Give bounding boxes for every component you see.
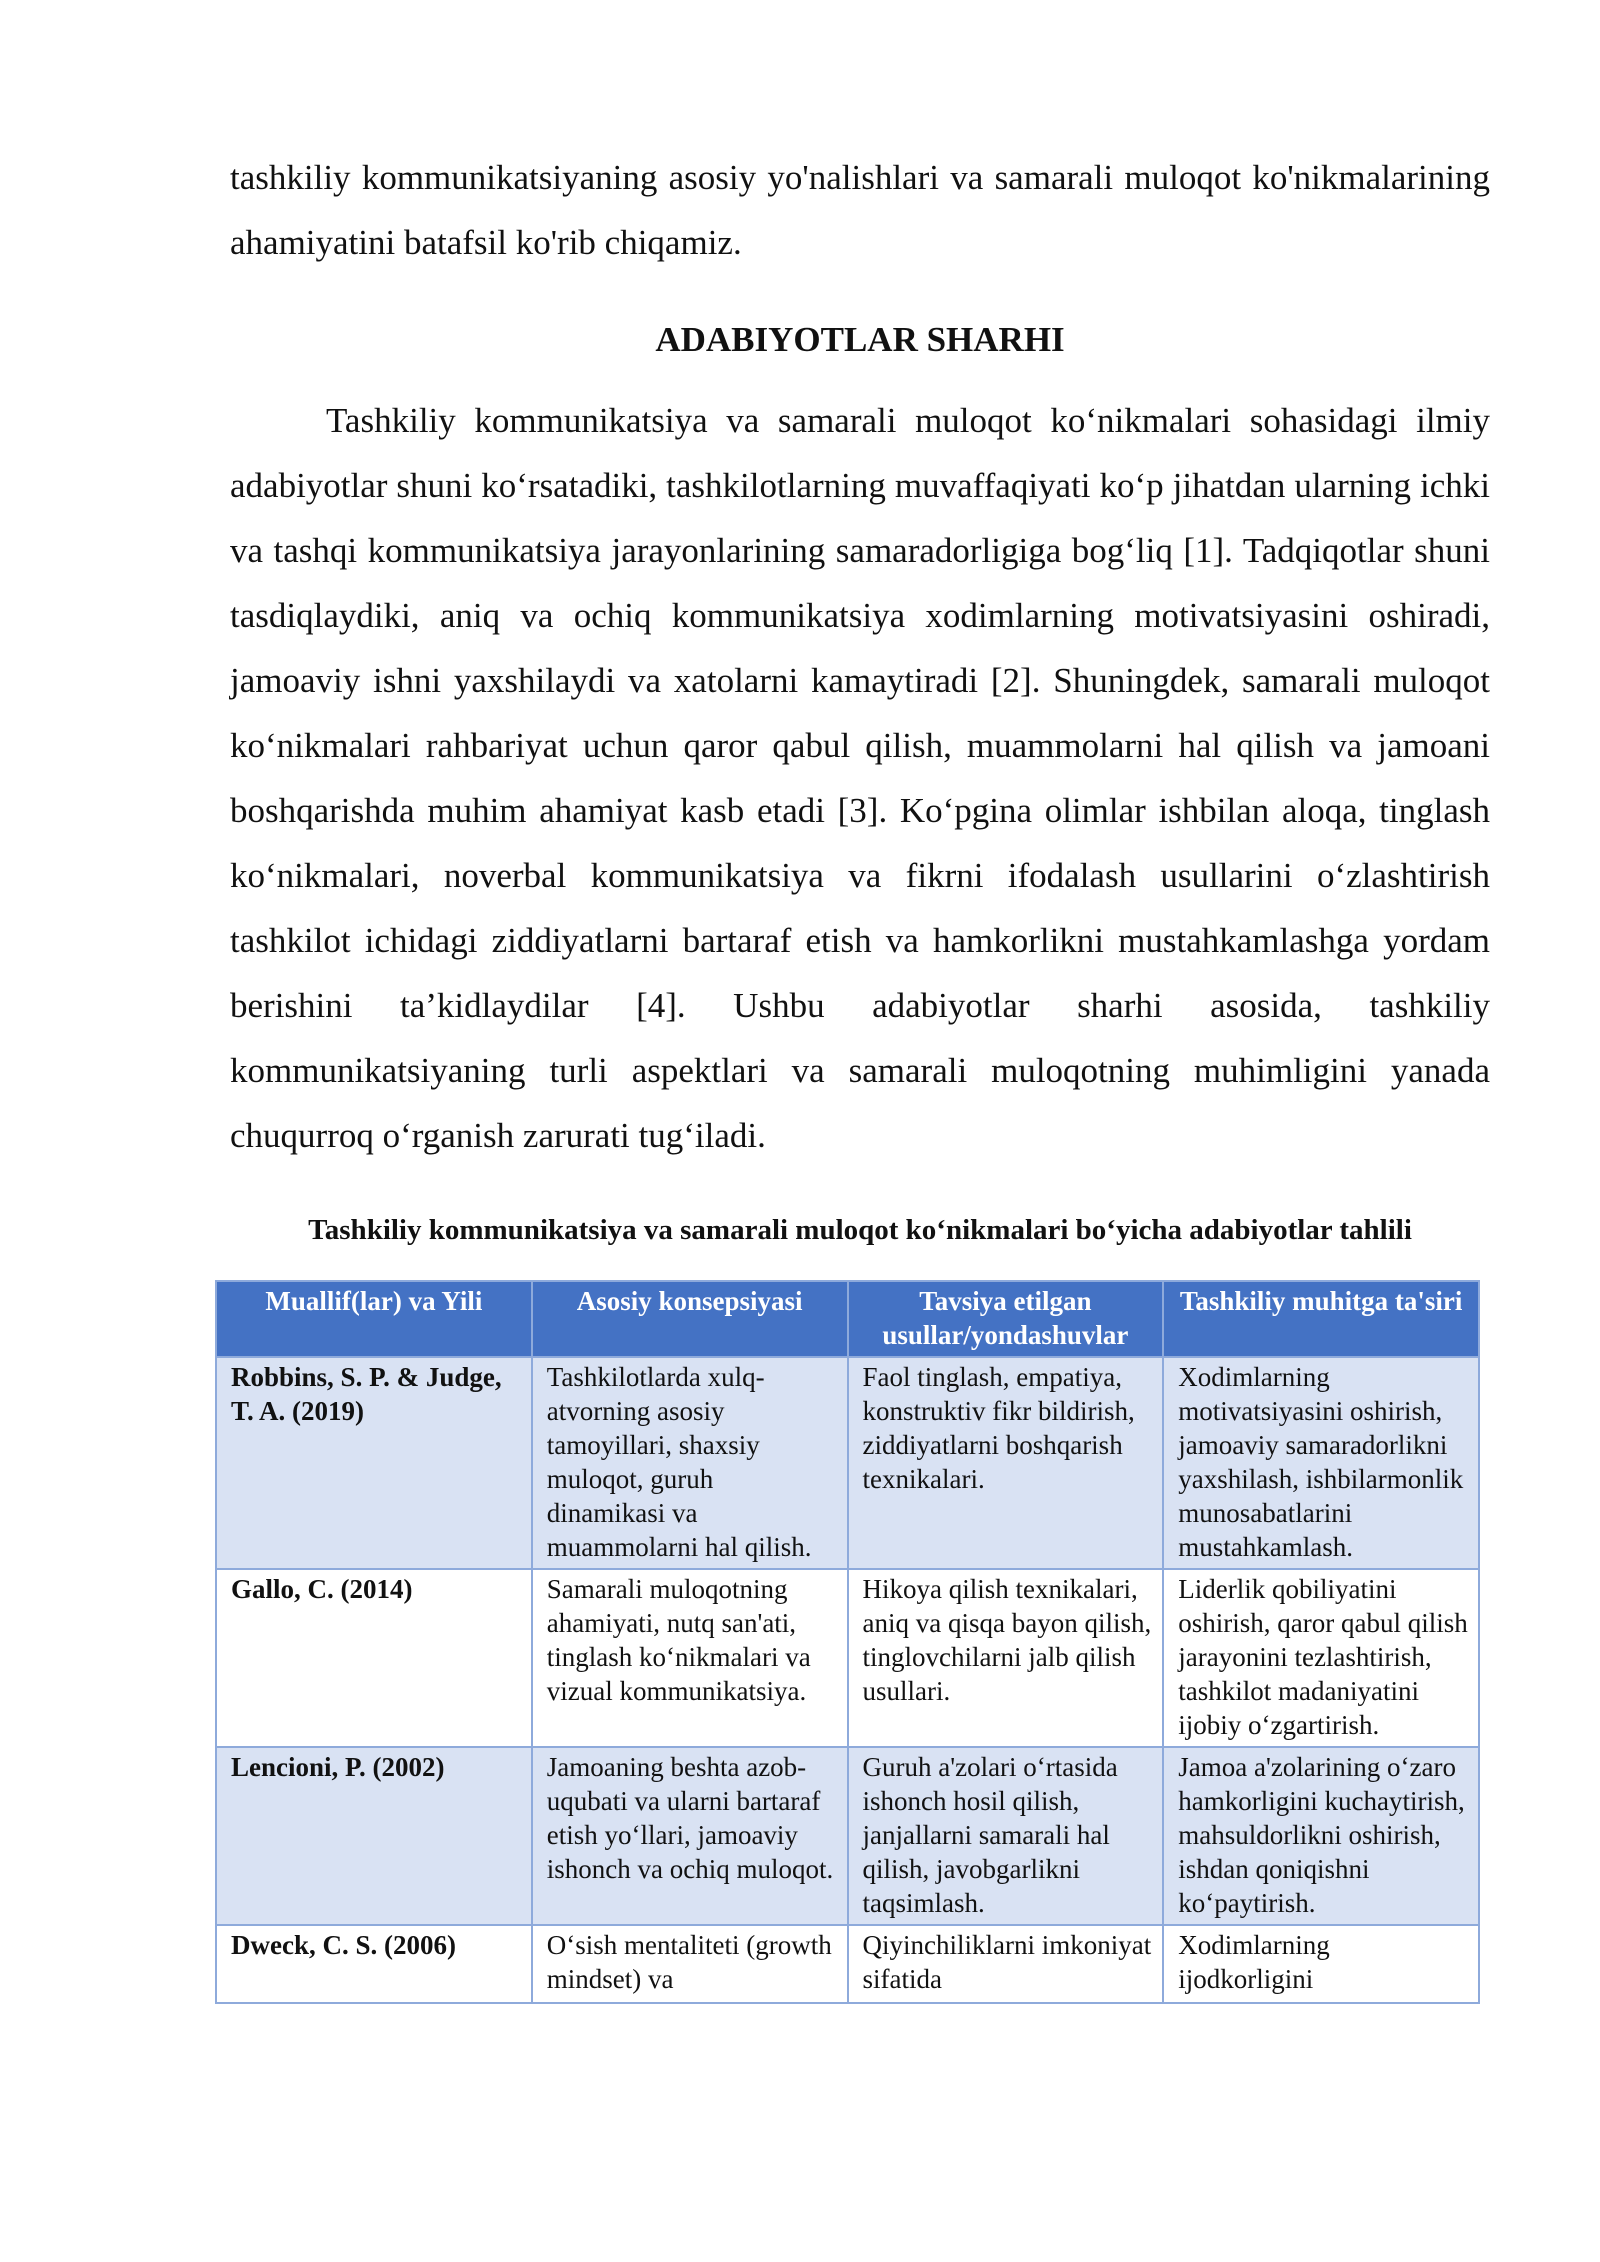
methods-cell: Hikoya qilish texnikalari, aniq va qisqa bayon qilish, tinglovchilarni jalb qilish usullari. <box>848 1569 1164 1747</box>
table-row <box>216 1925 1479 2003</box>
author-text: Dweck, C. S. (2006) <box>231 1930 456 1960</box>
methods-cell: Guruh a'zolari o‘rtasida ishonch hosil qilish, janjallarni samarali hal qilish, javobgarlikni taqsimlash. <box>848 1747 1164 1925</box>
column-header-methods: Tavsiya etilgan usullar/yondashuvlar <box>848 1281 1164 1357</box>
concept-text: O‘sish mentaliteti (growth mindset) va <box>546 1930 832 1994</box>
author-cell: Gallo, C. (2014) <box>216 1569 532 1747</box>
methods-cell <box>848 1925 1164 2003</box>
concept-cell: Samarali muloqotning ahamiyati, nutq san'ati, tinglash ko‘nikmalari va vizual kommunikatsiya. <box>532 1569 848 1747</box>
methods-text: Qiyinchiliklarni imkoniyat sifatida <box>862 1930 1152 1994</box>
impact-cell: Xodimlarning motivatsiyasini oshirish, jamoaviy samaradorlikni yaxshilash, ishbilarmonlik munosabatlarini mustahkamlash. <box>1163 1357 1479 1569</box>
table-row <box>216 1569 1479 1747</box>
concept-cell <box>532 1925 848 2003</box>
concept-cell: Jamoaning beshta azob-uqubati va ularni bartaraf etish yo‘llari, jamoaviy ishonch va ochiq muloqot. <box>532 1747 848 1925</box>
impact-text: Xodimlarning ijodkorligini <box>1178 1930 1330 1994</box>
intro-paragraph-end: tashkiliy kommunikatsiyaning asosiy yo'nalishlari va samarali muloqot ko'nikmalarining ahamiyatini batafsil ko'rib chiqamiz. <box>230 158 1490 262</box>
column-header-impact: Tashkiliy muhitga ta'siri <box>1163 1281 1479 1357</box>
impact-cell: Jamoa a'zolarining o‘zaro hamkorligini kuchaytirish, mahsuldorlikni oshirish, ishdan qoniqishni ko‘paytirish. <box>1163 1747 1479 1925</box>
author-cell: Robbins, S. P. & Judge, T. A. (2019) <box>216 1357 532 1569</box>
table-header-row <box>216 1281 1479 1357</box>
literature-review-paragraph: Tashkiliy kommunikatsiya va samarali muloqot ko‘nikmalari sohasidagi ilmiy adabiyotlar shuni ko‘rsatadiki, tashkilotlarning muvaffaqiyati ko‘p jihatdan ularning ichki va tashqi kommunikatsiya jarayonlarining samaradorligiga bog‘liq [1]. Tadqiqotlar shuni tasdiqlaydiki, aniq va ochiq kommunikatsiya xodimlarning motivatsiyasini oshiradi, jamoaviy ishni yaxshilaydi va xatolarni kamaytiradi [2]. Shuningdek, samarali muloqot ko‘nikmalari rahbariyat uchun qaror qabul qilish, muammolarni hal qilish va jamoani boshqarishda muhim ahamiyat kasb etadi [3]. Ko‘pgina olimlar ishbilan aloqa, tinglash ko‘nikmalari, noverbal kommunikatsiya va fikrni ifodalash usullarini o‘zlashtirish tashkilot ichidagi ziddiyatlarni bartaraf etish va hamkorlikni mustahkamlashga yordam berishini ta’kidlaydilar [4]. Ushbu adabiyotlar sharhi asosida, tashkiliy kommunikatsiyaning turli aspektlari va samarali muloqotning muhimligini yanada chuqurroq o‘rganish zarurati tug‘iladi. <box>230 401 1490 1155</box>
table-row <box>216 1747 1479 1925</box>
concept-cell: Tashkilotlarda xulq-atvorning asosiy tamoyillari, shaxsiy muloqot, guruh dinamikasi va muammolarni hal qilish. <box>532 1357 848 1569</box>
column-header-concept: Asosiy konsepsiyasi <box>532 1281 848 1357</box>
column-header-author: Muallif(lar) va Yili <box>216 1281 532 1357</box>
methods-cell: Faol tinglash, empatiya, konstruktiv fikr bildirish, ziddiyatlarni boshqarish texnikalari. <box>848 1357 1164 1569</box>
section-heading: ADABIYOTLAR SHARHI <box>655 320 1065 359</box>
impact-cell: Liderlik qobiliyatini oshirish, qaror qabul qilish jarayonini tezlashtirish, tashkilot madaniyatini ijobiy o‘zgartirish. <box>1163 1569 1479 1747</box>
impact-cell <box>1163 1925 1479 2003</box>
table-caption: Tashkiliy kommunikatsiya va samarali muloqot ko‘nikmalari bo‘yicha adabiyotlar tahlili <box>308 1214 1412 1246</box>
author-cell <box>216 1925 532 2003</box>
author-cell: Lencioni, P. (2002) <box>216 1747 532 1925</box>
table-row <box>216 1357 1479 1569</box>
literature-table <box>215 1280 1480 2004</box>
